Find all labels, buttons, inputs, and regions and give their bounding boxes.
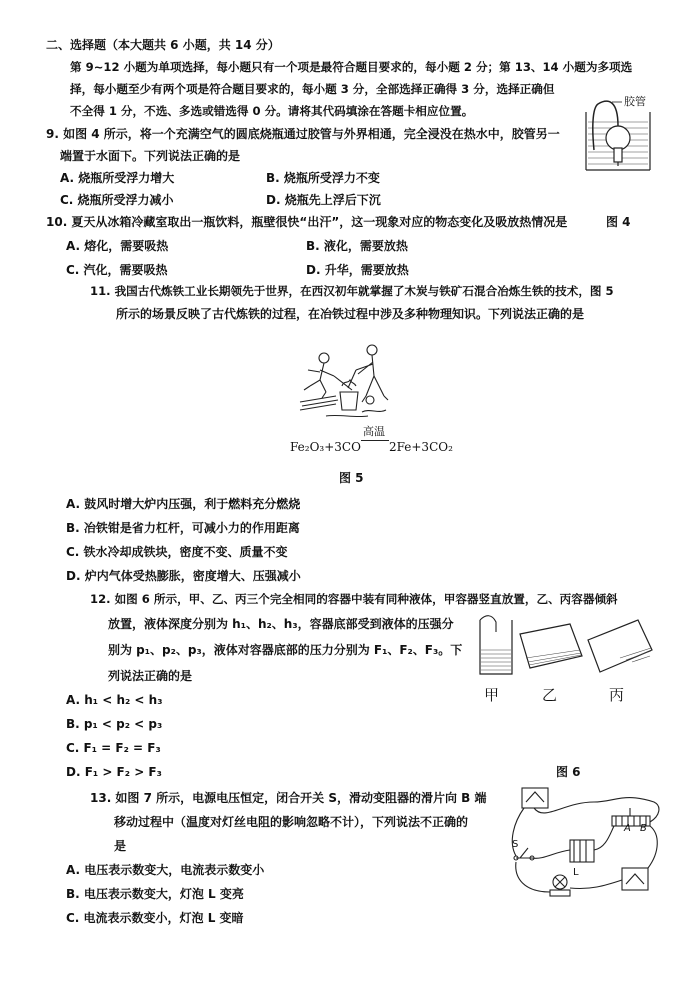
figure-7-circuit [494, 782, 664, 910]
container-bing [588, 620, 652, 672]
switch-label: S [512, 839, 519, 850]
q11-stem-line-2: 所示的场景反映了古代炼铁的过程，在冶铁过程中涉及多种物理知识。下列说法正确的是 [116, 307, 585, 321]
container-label-jia: 甲 [484, 686, 500, 704]
q13-stem-line-3: 是 [114, 839, 127, 853]
container-label-bing: 丙 [609, 686, 625, 704]
figure-4-tube-label: 胶管 [624, 95, 646, 108]
ammeter [622, 868, 648, 890]
q12-stem-line-4: 列说法正确的是 [108, 669, 193, 683]
equation-right: 2Fe+3CO₂ [388, 440, 453, 454]
q9-option-a[interactable]: A. 烧瓶所受浮力增大 [60, 171, 175, 185]
container-yi [520, 624, 582, 668]
figure-5-smelting-scene [296, 340, 404, 424]
q9-stem-line-2: 端置于水面下。下列说法正确的是 [60, 149, 241, 163]
q11-equation [290, 425, 453, 454]
q12-stem-line-1: 12. 如图 6 所示，甲、乙、丙三个完全相同的容器中装有同种液体，甲容器竖直放置，乙、丙容器倾斜 [90, 592, 618, 606]
q11-option-a[interactable]: A. 鼓风时增大炉内压强，利于燃料充分燃烧 [66, 497, 301, 511]
q13-option-c[interactable]: C. 电流表示数变小，灯泡 L 变暗 [66, 911, 244, 925]
q11-option-c[interactable]: C. 铁水冷却成铁块，密度不变、质量不变 [66, 545, 288, 559]
q12-stem-line-2: 放置，液体深度分别为 h₁、h₂、h₃，容器底部受到液体的压强分 [108, 617, 454, 631]
q11-option-b[interactable]: B. 冶铁钳是省力杠杆，可减小力的作用距离 [66, 521, 300, 535]
q11-option-d[interactable]: D. 炉内气体受热膨胀，密度增大、压强减小 [66, 569, 301, 583]
q10-option-d[interactable]: D. 升华，需要放热 [306, 263, 409, 277]
figure-4-caption: 图 4 [606, 215, 631, 229]
q13-option-a[interactable]: A. 电压表示数变大，电流表示数变小 [66, 863, 265, 877]
section-heading: 二、选择题（本大题共 6 小题，共 14 分） [46, 38, 280, 52]
figure-4-flask [578, 90, 658, 182]
figure-5-caption: 图 5 [339, 471, 364, 485]
equation-left: Fe₂O₃+3CO [290, 440, 361, 454]
q9-option-d[interactable]: D. 烧瓶先上浮后下沉 [266, 193, 381, 207]
container-label-yi: 乙 [542, 686, 558, 704]
figure-6-caption: 图 6 [556, 765, 581, 779]
q13-option-b[interactable]: B. 电压表示数变大，灯泡 L 变亮 [66, 887, 244, 901]
rheostat-b-label: B [640, 823, 647, 834]
container-jia [480, 616, 512, 674]
q10-option-a[interactable]: A. 熔化，需要吸热 [66, 239, 169, 253]
q13-stem-line-1: 13. 如图 7 所示，电源电压恒定，闭合开关 S，滑动变阻器的滑片向 B 端 [90, 791, 487, 805]
q11-stem-line-1: 11. 我国古代炼铁工业长期领先于世界，在西汉初年就掌握了木炭与铁矿石混合冶炼生铁的技术，图 5 [90, 284, 614, 298]
q10-option-c[interactable]: C. 汽化，需要吸热 [66, 263, 168, 277]
q9-option-c[interactable]: C. 烧瓶所受浮力减小 [60, 193, 174, 207]
q9-stem-line-1: 9. 如图 4 所示，将一个充满空气的圆底烧瓶通过胶管与外界相通，完全浸没在热水中，胶管另一 [46, 127, 560, 141]
q13-stem-line-2: 移动过程中（温度对灯丝电阻的影响忽略不计），下列说法不正确的 [114, 815, 469, 829]
equation-arrow [361, 425, 389, 453]
voltmeter [522, 788, 548, 808]
q9-option-b[interactable]: B. 烧瓶所受浮力不变 [266, 171, 380, 185]
figure-6-containers [470, 614, 660, 684]
q12-option-a[interactable]: A. h₁ < h₂ < h₃ [66, 693, 163, 707]
q12-option-b[interactable]: B. p₁ < p₂ < p₃ [66, 717, 163, 731]
lamp-label: L [573, 867, 579, 878]
q10-option-b[interactable]: B. 液化，需要放热 [306, 239, 408, 253]
equation-condition: 高温 [362, 425, 385, 438]
q12-stem-line-3: 别为 p₁、p₂、p₃，液体对容器底部的压力分别为 F₁、F₂、F₃。下 [108, 643, 463, 657]
q12-option-c[interactable]: C. F₁ = F₂ = F₃ [66, 741, 161, 755]
instruction-line-1: 第 9~12 小题为单项选择，每小题只有一个项是最符合题目要求的，每小题 2 分；第 13、14 小题为多项选 [70, 60, 633, 74]
q10-stem: 10. 夏天从冰箱冷藏室取出一瓶饮料，瓶壁很快“出汗”，这一现象对应的物态变化及吸放热情况是 [46, 215, 568, 229]
instruction-line-3: 不全得 1 分，不选、多选或错选得 0 分。请将其代码填涂在答题卡相应位置。 [70, 104, 474, 118]
q12-option-d[interactable]: D. F₁ > F₂ > F₃ [66, 765, 162, 779]
rheostat-a-label: A [624, 823, 631, 834]
instruction-line-2: 择，每小题至少有两个项是符合题目要求的，每小题 3 分，全部选择正确得 3 分，选择正确但 [70, 82, 555, 96]
